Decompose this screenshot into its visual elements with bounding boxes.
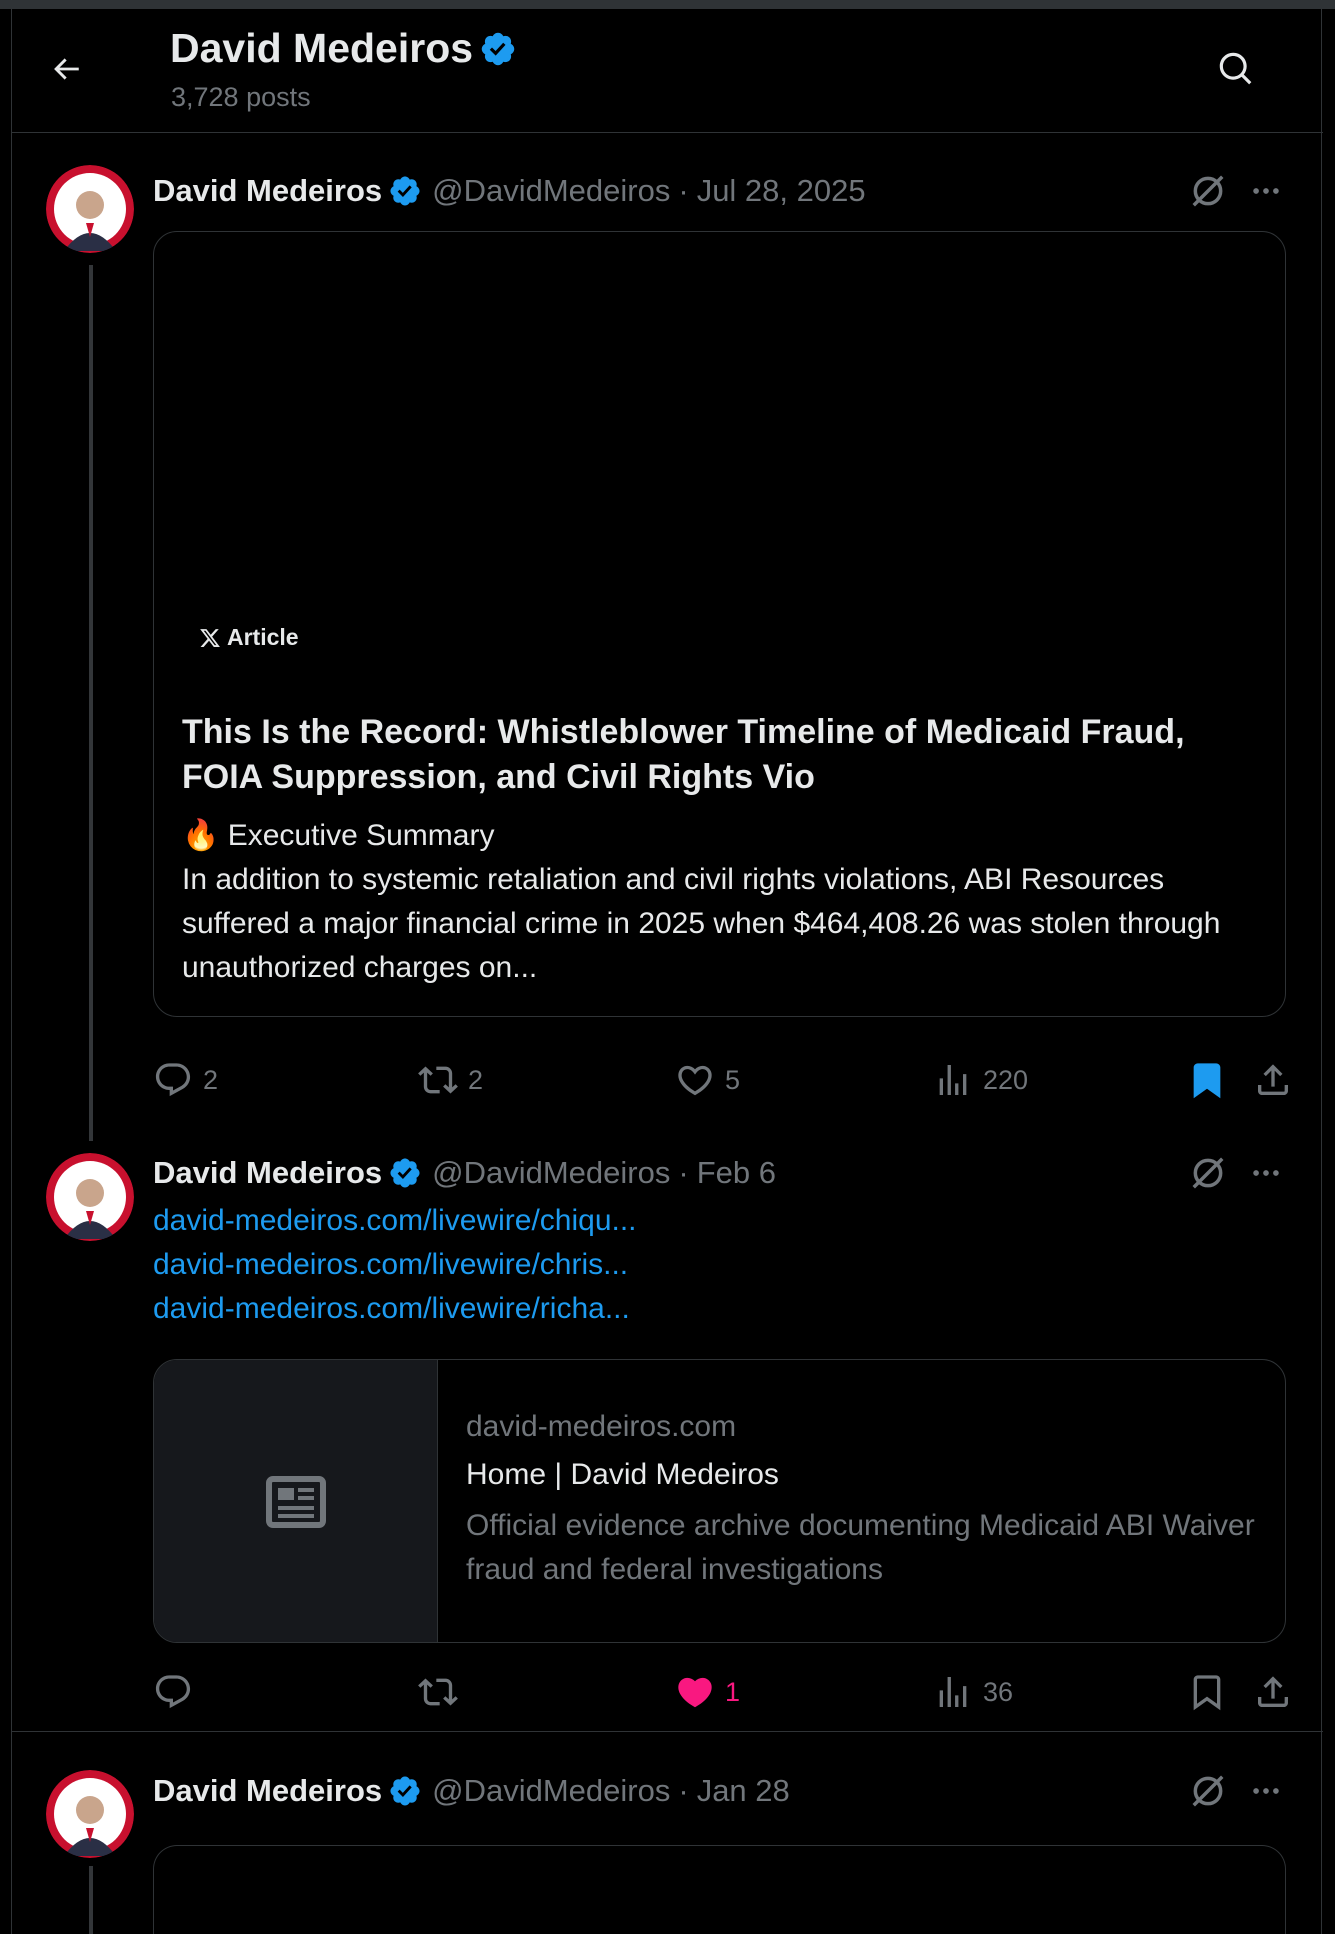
author-handle[interactable]: @DavidMedeiros <box>432 1155 671 1190</box>
more-icon <box>1249 1156 1283 1190</box>
author-handle[interactable]: @DavidMedeiros <box>432 1773 671 1808</box>
search-icon <box>1217 50 1255 88</box>
avatar[interactable] <box>46 165 134 253</box>
like-count: 5 <box>725 1064 741 1095</box>
views-icon <box>933 1672 973 1712</box>
post-actions <box>153 1055 1293 1105</box>
repost-button[interactable] <box>418 1667 458 1717</box>
post-links[interactable] <box>12 1123 1323 1731</box>
share-icon <box>1253 1672 1293 1712</box>
summary-text: In addition to systemic retaliation and civil rights violations, ABI Resources suffered a major financial crime in 2025 when $464,408.26 was stolen through unauthorized charges on... <box>182 863 1221 984</box>
grok-icon <box>1189 1772 1227 1810</box>
views-icon <box>933 1060 973 1100</box>
reply-icon <box>153 1672 193 1712</box>
views-button[interactable] <box>933 1055 1028 1105</box>
reply-icon <box>153 1060 193 1100</box>
separator-dot: · <box>678 173 689 208</box>
avatar[interactable] <box>46 1153 134 1241</box>
article-summary <box>182 814 1262 990</box>
article-placeholder-icon <box>266 1476 326 1528</box>
verified-badge-icon <box>388 174 422 208</box>
avatar[interactable] <box>46 1770 134 1858</box>
post-article[interactable] <box>12 1732 1323 1934</box>
post-header <box>153 171 866 211</box>
heart-icon <box>675 1060 715 1100</box>
repost-button[interactable] <box>418 1055 483 1105</box>
verified-badge-icon <box>479 30 517 68</box>
reply-button[interactable] <box>153 1055 218 1105</box>
window-top-strip <box>0 0 1335 9</box>
article-title[interactable]: This Is the Record: Whistleblower Timeline of Medicaid Fraud, FOIA Suppression, and Civil Rights Vio <box>182 713 1185 796</box>
author-name[interactable]: David Medeiros <box>153 1155 383 1190</box>
bookmark-button[interactable] <box>1187 1055 1227 1105</box>
grok-icon <box>1189 1154 1227 1192</box>
share-button[interactable] <box>1253 1055 1293 1105</box>
author-name[interactable]: David Medeiros <box>153 173 383 208</box>
back-button[interactable] <box>42 45 90 93</box>
more-button[interactable] <box>1244 1151 1288 1195</box>
grok-icon <box>1189 172 1227 210</box>
fire-emoji: 🔥 <box>182 819 220 852</box>
post-article[interactable] <box>12 133 1323 1123</box>
grok-button[interactable] <box>1186 1151 1230 1195</box>
heart-filled-icon <box>675 1672 715 1712</box>
author-handle[interactable]: @DavidMedeiros <box>432 173 671 208</box>
reply-count: 2 <box>203 1064 219 1095</box>
link-domain: david-medeiros.com <box>466 1410 737 1443</box>
repost-icon <box>418 1060 458 1100</box>
separator-dot: · <box>678 1155 689 1190</box>
views-button[interactable] <box>933 1667 1013 1717</box>
search-button[interactable] <box>1212 45 1260 93</box>
thread-line <box>89 265 93 1141</box>
thread-line <box>89 1866 93 1934</box>
post-count: 3,728 posts <box>171 82 311 112</box>
post-actions <box>153 1667 1293 1717</box>
bookmark-filled-icon <box>1187 1060 1227 1100</box>
article-card[interactable] <box>153 1845 1286 1934</box>
verified-badge-icon <box>388 1774 422 1808</box>
verified-badge-icon <box>388 1156 422 1190</box>
post-date[interactable]: Feb 6 <box>696 1155 776 1190</box>
bookmark-button[interactable] <box>1187 1667 1227 1717</box>
article-tag <box>199 624 299 651</box>
post-link[interactable]: david-medeiros.com/livewire/chris... <box>153 1248 629 1281</box>
profile-header <box>12 9 1323 133</box>
grok-button[interactable] <box>1186 169 1230 213</box>
like-button[interactable] <box>675 1667 740 1717</box>
summary-heading-line <box>182 814 1262 858</box>
grok-button[interactable] <box>1186 1769 1230 1813</box>
x-logo-icon <box>199 627 221 649</box>
more-button[interactable] <box>1244 169 1288 213</box>
share-icon <box>1253 1060 1293 1100</box>
repost-icon <box>418 1672 458 1712</box>
more-icon <box>1249 1774 1283 1808</box>
link-title: Home | David Medeiros <box>466 1458 779 1491</box>
share-button[interactable] <box>1253 1667 1293 1717</box>
timeline-column <box>11 9 1322 1934</box>
link-description: Official evidence archive documenting Medicaid ABI Waiver fraud and federal investigations <box>466 1509 1255 1586</box>
separator-dot: · <box>678 1773 689 1808</box>
post-date[interactable]: Jul 28, 2025 <box>696 173 866 208</box>
post-links-list <box>153 1199 637 1331</box>
post-date[interactable]: Jan 28 <box>696 1773 790 1808</box>
avatar-image <box>46 1153 134 1241</box>
post-link[interactable]: david-medeiros.com/livewire/richa... <box>153 1292 630 1325</box>
summary-heading: Executive Summary <box>227 819 495 852</box>
view-count: 36 <box>983 1676 1014 1707</box>
more-icon <box>1249 174 1283 208</box>
like-button[interactable] <box>675 1055 740 1105</box>
like-count: 1 <box>725 1676 741 1707</box>
avatar-image <box>46 165 134 253</box>
header-name-text: David Medeiros <box>170 25 474 71</box>
post-header <box>153 1771 790 1811</box>
more-button[interactable] <box>1244 1769 1288 1813</box>
repost-count: 2 <box>468 1064 484 1095</box>
bookmark-icon <box>1187 1672 1227 1712</box>
link-thumbnail <box>154 1360 438 1643</box>
reply-button[interactable] <box>153 1667 193 1717</box>
arrow-left-icon <box>49 52 83 86</box>
link-preview-card[interactable] <box>153 1359 1286 1643</box>
post-link[interactable]: david-medeiros.com/livewire/chiqu... <box>153 1204 637 1237</box>
post-header <box>153 1153 776 1193</box>
header-title <box>170 25 517 72</box>
article-card[interactable] <box>153 231 1286 1017</box>
view-count: 220 <box>983 1064 1029 1095</box>
article-tag-label: Article <box>227 624 299 650</box>
author-name[interactable]: David Medeiros <box>153 1773 383 1808</box>
avatar-image <box>46 1770 134 1858</box>
